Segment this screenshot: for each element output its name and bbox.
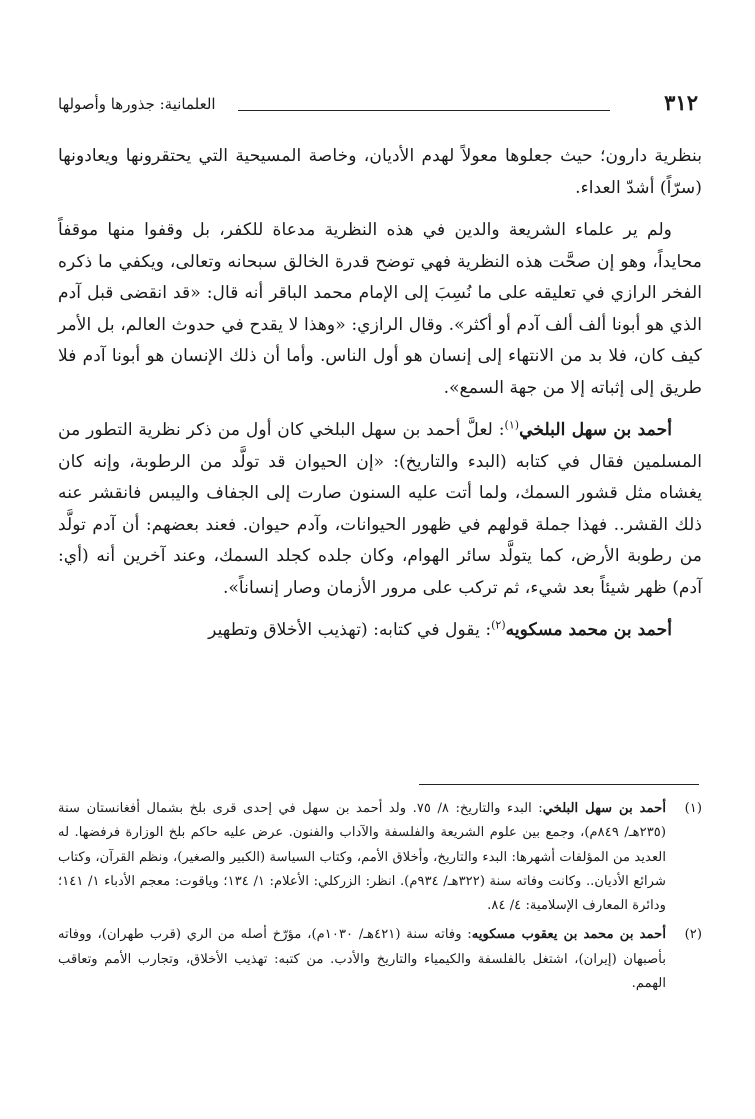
header-rule	[238, 110, 610, 111]
footnote-text: : البدء والتاريخ: ٨/ ٧٥. ولد أحمد بن سهل في إحدى قرى بلخ بشمال أفغانستان سنة (٢٣٥هـ/ ٨٤٩م)، وجمع بين علوم الشريعة والفلسفة والآداب والفنون. عرض عليه حاكم بلخ الوزارة فرفضها. له العديد من المؤلفات أشهرها: البدء والتاريخ، وأخلاق الأمم، وكتاب السياسة (الكبير والصغير)، ونظم القرآن، وكتاب شرائع الأديان.. وكانت وفاته سنة (٣٢٢هـ/ ٩٣٤م). انظر: الزركلي: الأعلام: ١/ ١٣٤؛ وياقوت: معجم الأدباء ١/ ١٤١؛ ودائرة المعارف الإسلامية: ٤/ ٨٤.	[58, 801, 667, 914]
person-name: أحمد بن سهل البلخي	[519, 420, 672, 440]
footnote-text: : وفاته سنة (٤٢١هـ/ ١٠٣٠م)، مؤرّخ أصله من الري (قرب طهران)، ووفاته بأصبهان (إيران)، اشتغل بالفلسفة والكيمياء والتاريخ والأدب. من كتبه: تهذيب الأخلاق، وتجارب الأمم وتعاقب الهمم.	[58, 927, 666, 992]
footnote-name: أحمد بن محمد بن يعقوب مسكويه	[471, 927, 666, 943]
footnote-ref-2[interactable]: (٢)	[491, 618, 506, 632]
running-header	[58, 88, 698, 122]
running-title: العلمانية: جذورها وأصولها	[58, 95, 216, 113]
footnotes	[58, 797, 702, 1001]
paragraph-4	[58, 615, 702, 647]
footnote-1	[58, 797, 702, 918]
main-text	[58, 141, 702, 658]
footnote-number: (٢)	[684, 927, 702, 943]
paragraph-1: بنظرية دارون؛ حيث جعلوها معولاً لهدم الأديان، وخاصة المسيحية التي يحتقرونها ويعادونها (سرّاً) أشدّ العداء.	[58, 146, 702, 198]
footnote-number: (١)	[684, 801, 702, 816]
paragraph-3-text: : لعلَّ أحمد بن سهل البلخي كان أول من ذكر نظرية التطور من المسلمين فقال في كتابه (البدء والتاريخ): «إن الحيوان قد تولَّد من الرطوبة، وإنه كان يغشاه مثل قشور السمك، ولما أتت عليه السنون صارت إلى الجفاف واليبس فانقشر عنه ذلك القشر.. فهذا جملة قولهم في ظهور الحيوانات، وآدم حيوان. فعند بعضهم: أن آدم تولَّد من رطوبة الأرض، كما يتولَّد سائر الهوام، وكان جلده كجلد السمك، وعند آخرين أنه (أي: آدم) ظهر شيئاً بعد شيء، ثم تركب على مرور الأزمان وصار إنساناً».	[58, 420, 702, 598]
page-number: ٣١٢	[664, 90, 698, 115]
footnote-separator	[419, 784, 699, 785]
footnote-2	[58, 923, 702, 996]
paragraph-4-text: : يقول في كتابه: (تهذيب الأخلاق وتطهير	[208, 620, 492, 640]
footnote-name: أحمد بن سهل البلخي	[542, 801, 666, 816]
paragraph-3	[58, 415, 702, 604]
footnote-ref-1[interactable]: (١)	[504, 418, 520, 432]
person-name: أحمد بن محمد مسكويه	[505, 620, 672, 640]
paragraph-2: ولم ير علماء الشريعة والدين في هذه النظرية مدعاة للكفر، بل وقفوا منها موقفاً محايداً، وهو إن صحَّت هذه النظرية فهي توضح قدرة الخالق سبحانه وتعالى، ويكفي ما ذكره الفخر الرازي في تعليقه على ما نُسِبَ إلى الإمام محمد الباقر أنه قال: «قد انقضى قبل آدم الذي هو أبونا ألف ألف آدم أو أكثر». وقال الرازي: «وهذا لا يقدح في حدوث العالم، بل الأمر كيف كان، فلا بد من الانتهاء إلى إنسان هو أول الناس. وأما أن ذلك الإنسان هو أبونا آدم فلا طريق إلى إثباته إلا من جهة السمع».	[58, 220, 702, 398]
